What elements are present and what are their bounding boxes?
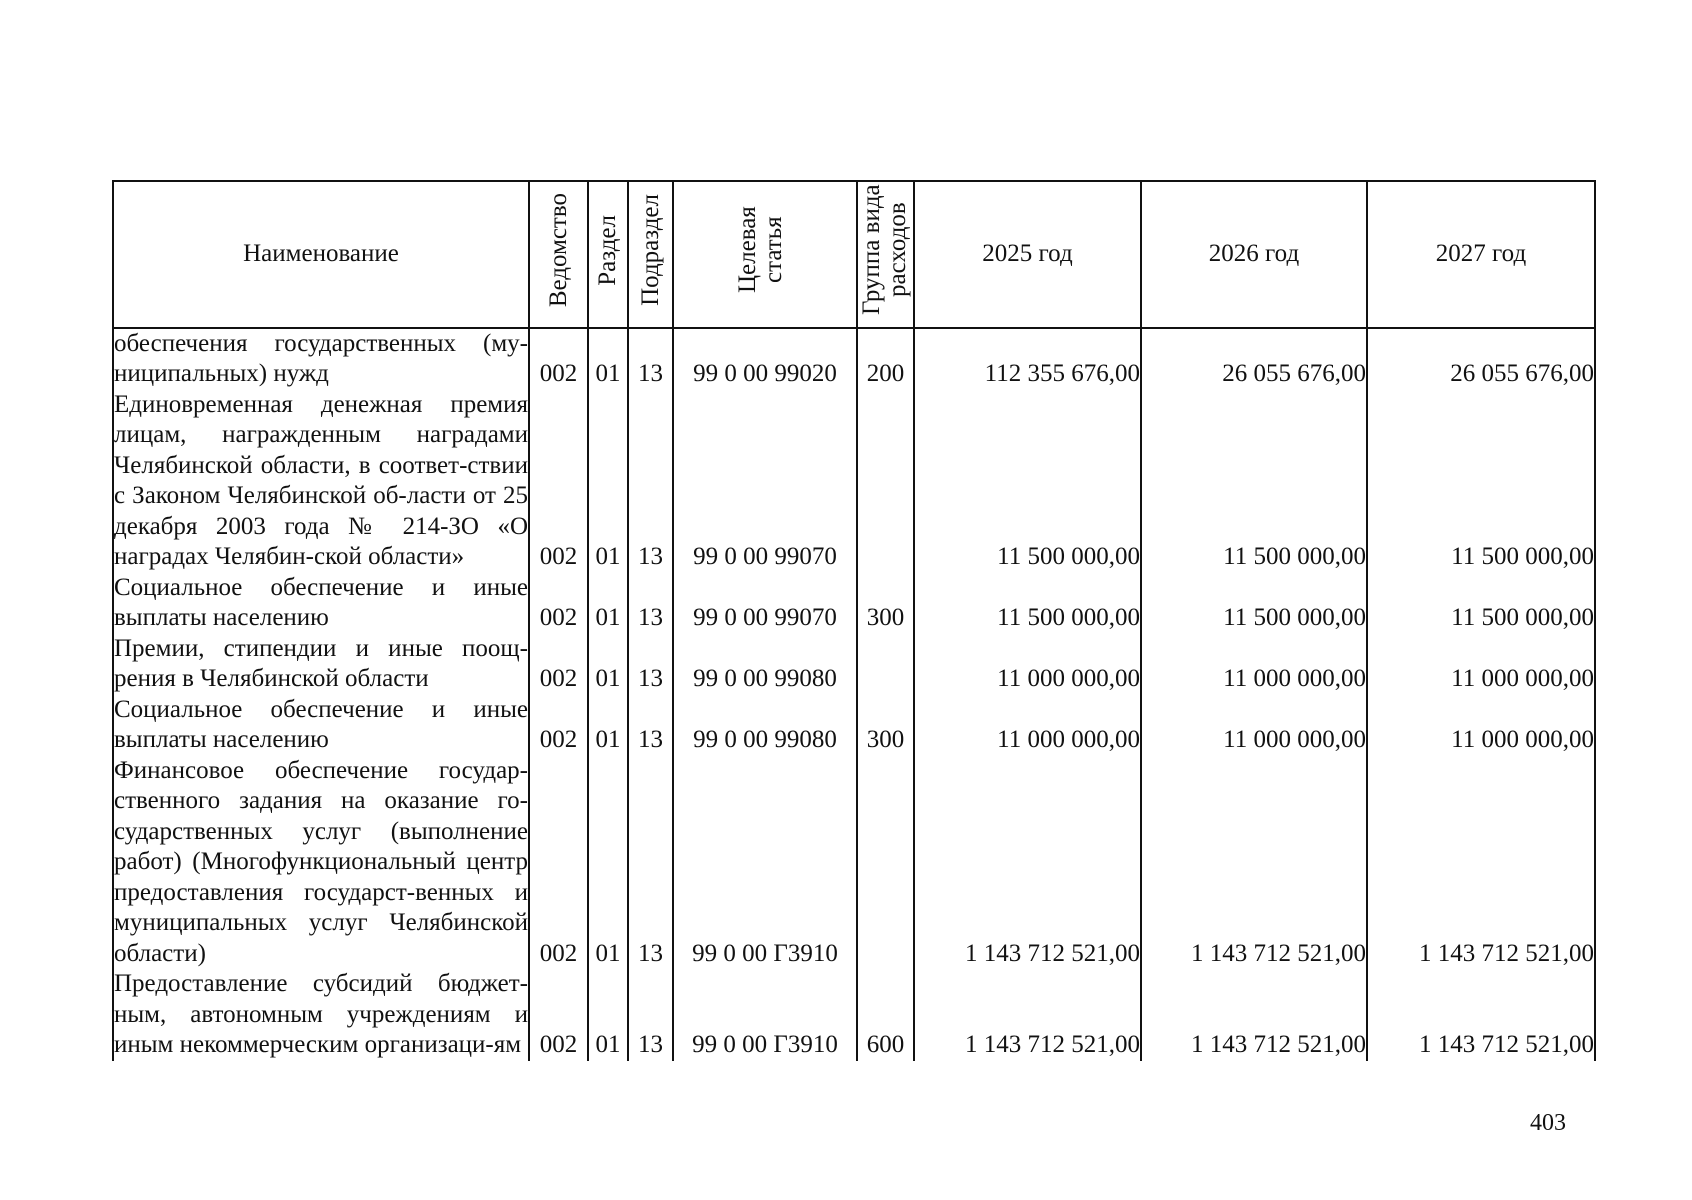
row-department: 002 — [529, 969, 588, 1061]
header-expense-group-label: Группа вида расходов — [857, 184, 911, 316]
row-department: 002 — [529, 390, 588, 573]
row-amount-2027: 11 500 000,00 — [1367, 573, 1595, 634]
table-row — [113, 573, 1595, 634]
row-amount-2025: 112 355 676,00 — [914, 328, 1141, 390]
row-amount-2025: 1 143 712 521,00 — [914, 756, 1141, 970]
header-subsection-label: Подраздел — [636, 194, 664, 306]
header-expense-group — [857, 181, 914, 328]
row-amount-2026: 11 500 000,00 — [1141, 390, 1367, 573]
row-subsection: 13 — [628, 328, 673, 390]
row-amount-2027: 11 000 000,00 — [1367, 695, 1595, 756]
row-amount-2027: 11 000 000,00 — [1367, 634, 1595, 695]
row-amount-2026: 1 143 712 521,00 — [1141, 969, 1367, 1061]
table-body — [113, 328, 1595, 1061]
row-expense-group: 600 — [857, 969, 914, 1061]
header-department — [529, 181, 588, 328]
row-section: 01 — [588, 390, 628, 573]
row-department: 002 — [529, 634, 588, 695]
header-subsection — [628, 181, 673, 328]
header-department-label: Ведомство — [544, 192, 572, 308]
header-target-article-label: Целевая статья — [734, 206, 787, 294]
row-target-article: 99 0 00 99070 — [673, 390, 857, 573]
row-amount-2026: 26 055 676,00 — [1141, 328, 1367, 390]
header-section — [588, 181, 628, 328]
row-subsection: 13 — [628, 756, 673, 970]
row-name: Финансовое обеспечение государ-ственного задания на оказание го-сударственных услуг (выполнение работ) (Многофункциональный центр предоставления государст-венных и муниципальных услуг Челябинской области) — [113, 756, 529, 970]
row-name: обеспечения государственных (му-ниципальных) нужд — [113, 328, 529, 390]
row-section: 01 — [588, 756, 628, 970]
row-amount-2026: 11 000 000,00 — [1141, 695, 1367, 756]
row-amount-2026: 1 143 712 521,00 — [1141, 756, 1367, 970]
header-year-2026-label: 2026 год — [1208, 240, 1300, 267]
row-amount-2025: 11 000 000,00 — [914, 695, 1141, 756]
table-row — [113, 328, 1595, 390]
row-target-article: 99 0 00 99020 — [673, 328, 857, 390]
header-section-label: Раздел — [594, 214, 621, 286]
row-amount-2026: 11 000 000,00 — [1141, 634, 1367, 695]
row-amount-2027: 11 500 000,00 — [1367, 390, 1595, 573]
row-target-article: 99 0 00 99080 — [673, 695, 857, 756]
row-section: 01 — [588, 573, 628, 634]
header-name-label: Наименование — [243, 240, 399, 267]
table-row — [113, 390, 1595, 573]
row-expense-group: 300 — [857, 573, 914, 634]
row-amount-2025: 11 000 000,00 — [914, 634, 1141, 695]
row-section: 01 — [588, 634, 628, 695]
row-subsection: 13 — [628, 573, 673, 634]
row-target-article: 99 0 00 Г3910 — [673, 756, 857, 970]
row-expense-group — [857, 634, 914, 695]
row-name: Единовременная денежная премия лицам, награжденным наградами Челябинской области, в соответ-ствии с Законом Челябинской об-ласти от 25 декабря 2003 года № 214-ЗО «О наградах Челябин-ской области» — [113, 390, 529, 573]
row-section: 01 — [588, 328, 628, 390]
row-subsection: 13 — [628, 695, 673, 756]
row-name: Предоставление субсидий бюджет-ным, автономным учреждениям и иным некоммерческим организаци-ям — [113, 969, 529, 1061]
row-subsection: 13 — [628, 969, 673, 1061]
page-number: 403 — [1530, 1110, 1566, 1136]
row-amount-2026: 11 500 000,00 — [1141, 573, 1367, 634]
header-year-2027-label: 2027 год — [1435, 240, 1527, 267]
row-name: Социальное обеспечение и иные выплаты населению — [113, 573, 529, 634]
row-amount-2025: 1 143 712 521,00 — [914, 969, 1141, 1061]
row-name: Социальное обеспечение и иные выплаты населению — [113, 695, 529, 756]
header-name — [113, 181, 529, 328]
header-year-2025-label: 2025 год — [982, 240, 1073, 267]
row-expense-group — [857, 390, 914, 573]
row-section: 01 — [588, 695, 628, 756]
row-amount-2027: 1 143 712 521,00 — [1367, 969, 1595, 1061]
row-target-article: 99 0 00 Г3910 — [673, 969, 857, 1061]
row-subsection: 13 — [628, 634, 673, 695]
row-amount-2027: 1 143 712 521,00 — [1367, 756, 1595, 970]
header-year-2025 — [914, 181, 1141, 328]
row-amount-2025: 11 500 000,00 — [914, 390, 1141, 573]
table-header-row — [113, 181, 1595, 328]
header-year-2027 — [1367, 181, 1595, 328]
table-row — [113, 969, 1595, 1061]
row-subsection: 13 — [628, 390, 673, 573]
row-target-article: 99 0 00 99080 — [673, 634, 857, 695]
row-amount-2025: 11 500 000,00 — [914, 573, 1141, 634]
table-row — [113, 634, 1595, 695]
row-department: 002 — [529, 328, 588, 390]
row-department: 002 — [529, 695, 588, 756]
row-section: 01 — [588, 969, 628, 1061]
row-name: Премии, стипендии и иные поощ-рения в Челябинской области — [113, 634, 529, 695]
row-expense-group: 200 — [857, 328, 914, 390]
table-row — [113, 695, 1595, 756]
row-expense-group: 300 — [857, 695, 914, 756]
header-year-2026 — [1141, 181, 1367, 328]
budget-table — [112, 180, 1596, 1061]
row-expense-group — [857, 756, 914, 970]
header-target-article — [673, 181, 857, 328]
row-department: 002 — [529, 756, 588, 970]
row-target-article: 99 0 00 99070 — [673, 573, 857, 634]
table-row — [113, 756, 1595, 970]
row-amount-2027: 26 055 676,00 — [1367, 328, 1595, 390]
row-department: 002 — [529, 573, 588, 634]
